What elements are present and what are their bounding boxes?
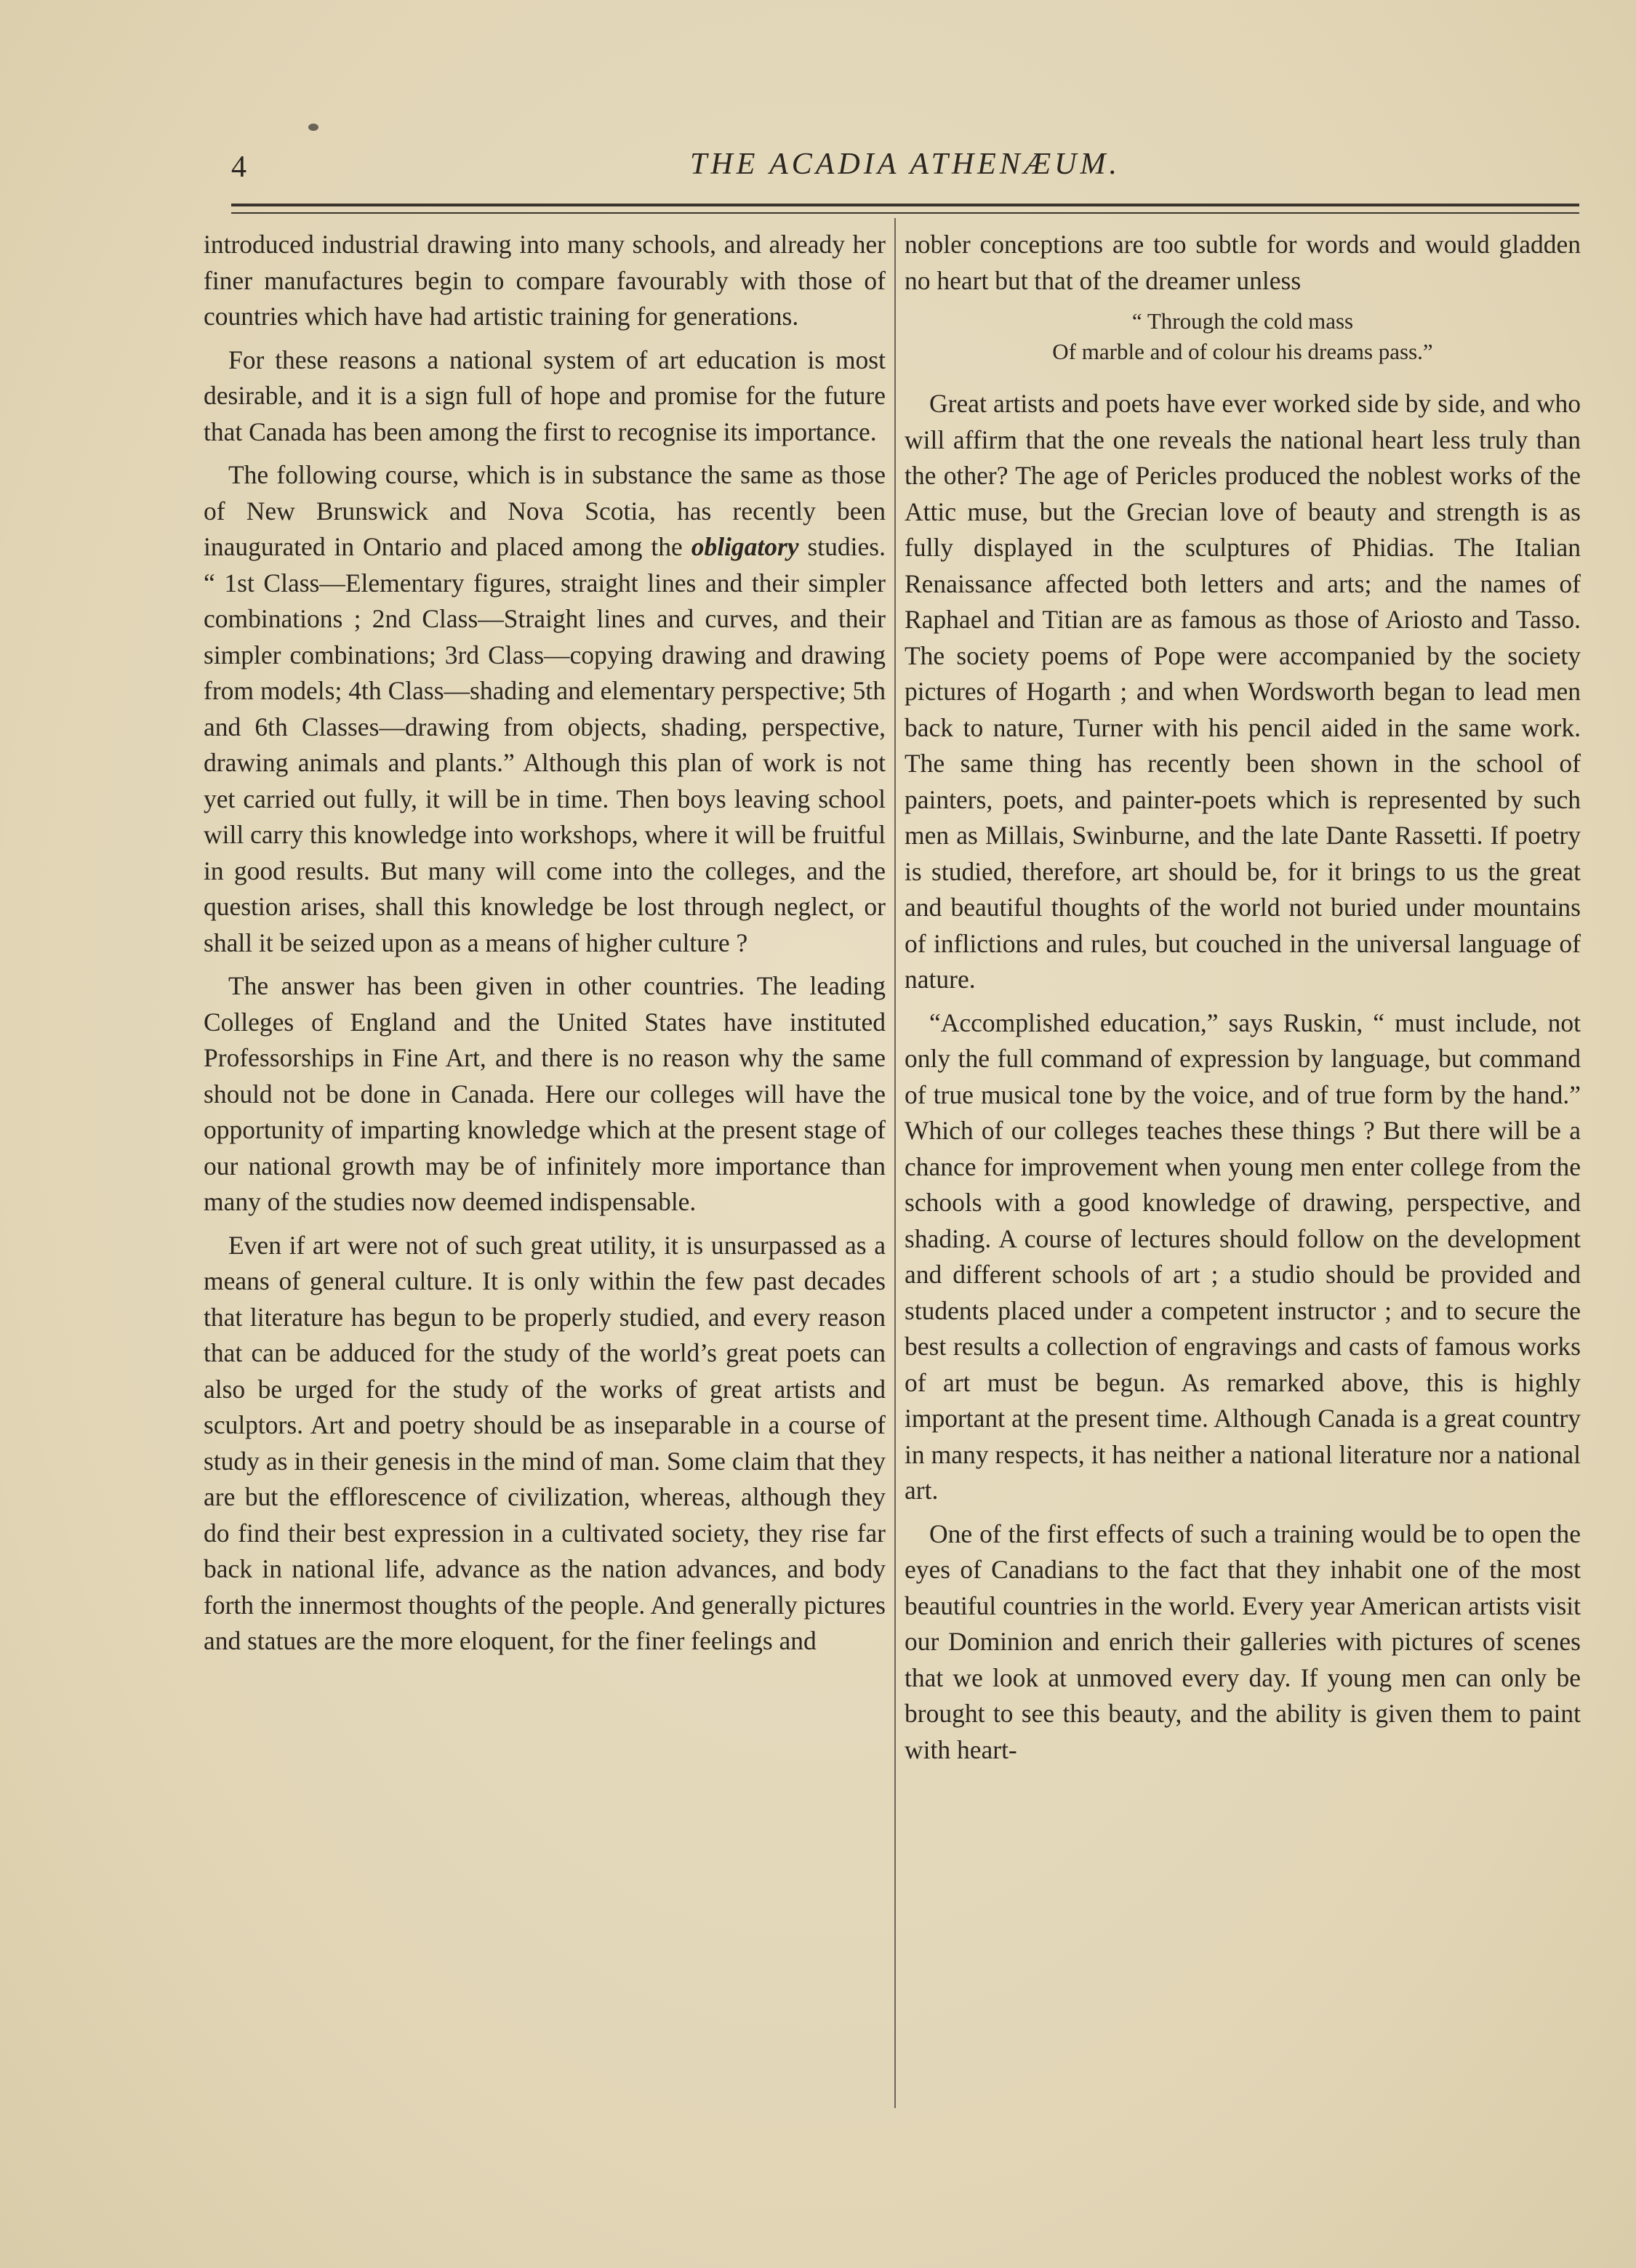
right-paragraph-1: nobler conceptions are too subtle for words and would gladden no heart but that of the dreamer unless: [905, 230, 1581, 295]
header-rule-thin: [231, 212, 1579, 214]
column-divider: [894, 218, 896, 2108]
verse-quote: [905, 306, 1581, 367]
page-header: [231, 147, 1579, 188]
left-column: [204, 227, 886, 2124]
page-number: 4: [231, 150, 246, 184]
left-paragraph-5: Even if art were not of such great utility, it is unsurpassed as a means of general culture. It is only within the few past decades that literature has begun to be properly studied, and every reason that can be adduced for the study of the world’s great poets can also be urged for the study of the works of great artists and sculptors. Art and poetry should be as inseparable in a course of study as in their genesis in the mind of man. Some claim that they are but the efflorescence of civilization, whereas, although they do find their best expression in a cultivated society, they rise far back in national life, advance as the nation advances, and body forth the innermost thoughts of the people. And generally pictures and statues are the more eloquent, for the finer feelings and: [204, 1230, 886, 1655]
right-paragraph-2: Great artists and poets have ever worked side by side, and who will affirm that the one reveals the national heart less truly than the other? The age of Pericles produced the noblest works of the Attic muse, but the Grecian love of beauty and strength is as fully displayed in the sculptures of Phidias. The Italian Renaissance affected both letters and arts; and the names of Raphael and Titian are as famous as those of Ariosto and Tasso. The society poems of Pope were accompanied by the society pictures of Hogarth ; and when Wordsworth began to lead men back to nature, Turner with his pencil aided in the same work. The same thing has recently been shown in the school of painters, poets, and painter-poets which is represented by such men as Millais, Swinburne, and the late Dante Rassetti. If poetry is studied, therefore, art should be, for it brings to us the great and beautiful thoughts of the world not buried under mountains of inflictions and rules, but couched in the universal language of nature.: [905, 389, 1581, 994]
right-paragraph-4: One of the first effects of such a training would be to open the eyes of Canadians to the fact that they inhabit one of the most beautiful countries in the world. Every year American artists visit our Dominion and enrich their galleries with pictures of scenes that we look at unmoved every day. If young men can only be brought to see this beauty, and the ability is given them to paint with heart-: [905, 1519, 1581, 1764]
obligatory-emphasis: obligatory: [691, 532, 799, 561]
left-paragraph-3-part-b: studies. “ 1st Class—Elementary figures, straight lines and their simpler combinations ; 2nd Class—Straight lines and curves, and their simpler combinations; 3rd Class—copying drawing and drawing from models; 4th Class—shading and elementary perspective; 5th and 6th Classes—drawing from objects, shading, perspective, drawing animals and plants.” Although this plan of work is not yet carried out fully, it will be in time. Then boys leaving school will carry this knowledge into workshops, where it will be fruitful in good results. But many will come into the colleges, and the question arises, shall this knowledge be lost through neglect, or shall it be seized upon as a means of higher culture ?: [204, 532, 886, 957]
right-paragraph-3: “Accomplished education,” says Ruskin, “ must include, not only the full command of expression by language, but command of true musical tone by the voice, and of true form by the hand.” Which of our colleges teaches these things ? But there will be a chance for improvement when young men enter college from the schools with a good knowledge of drawing, perspective, and shading. A course of lectures should follow on the development and different schools of art ; a studio should be provided and students placed under a competent instructor ; and to secure the best results a collection of engravings and casts of famous works of art must be begun. As remarked above, this is highly important at the present time. Although Canada is a great country in many respects, it has neither a national literature nor a national art.: [905, 1008, 1581, 1505]
verse-line-2: Of marble and of colour his dreams pass.”: [1052, 339, 1433, 364]
verse-line-1: “ Through the cold mass: [1131, 308, 1354, 334]
left-paragraph-3-part-a: The following course, which is in substance the same as those of New Brunswick and Nova Scotia, has recently been inaugurated in Ontario and placed among the: [204, 460, 886, 561]
ink-speck: [308, 124, 318, 131]
left-paragraph-4: The answer has been given in other countries. The leading Colleges of England and the United States have instituted Professorships in Fine Art, and there is no reason why the same should not be done in Canada. Here our colleges will have the opportunity of imparting knowledge which at the present stage of our national growth may be of infinitely more importance than many of the studies now deemed indispensable.: [204, 971, 886, 1216]
right-column: [905, 227, 1581, 2124]
header-rule-thick: [231, 204, 1579, 206]
left-paragraph-2: For these reasons a national system of art education is most desirable, and it is a sign full of hope and promise for the future that Canada has been among the first to recognise its importance.: [204, 345, 886, 446]
left-paragraph-3: [204, 457, 886, 961]
left-paragraph-1: introduced industrial drawing into many schools, and already her finer manufactures begin to compare favourably with those of countries which have had artistic training for generations.: [204, 230, 886, 331]
running-title: THE ACADIA ATHENÆUM.: [690, 148, 1120, 181]
